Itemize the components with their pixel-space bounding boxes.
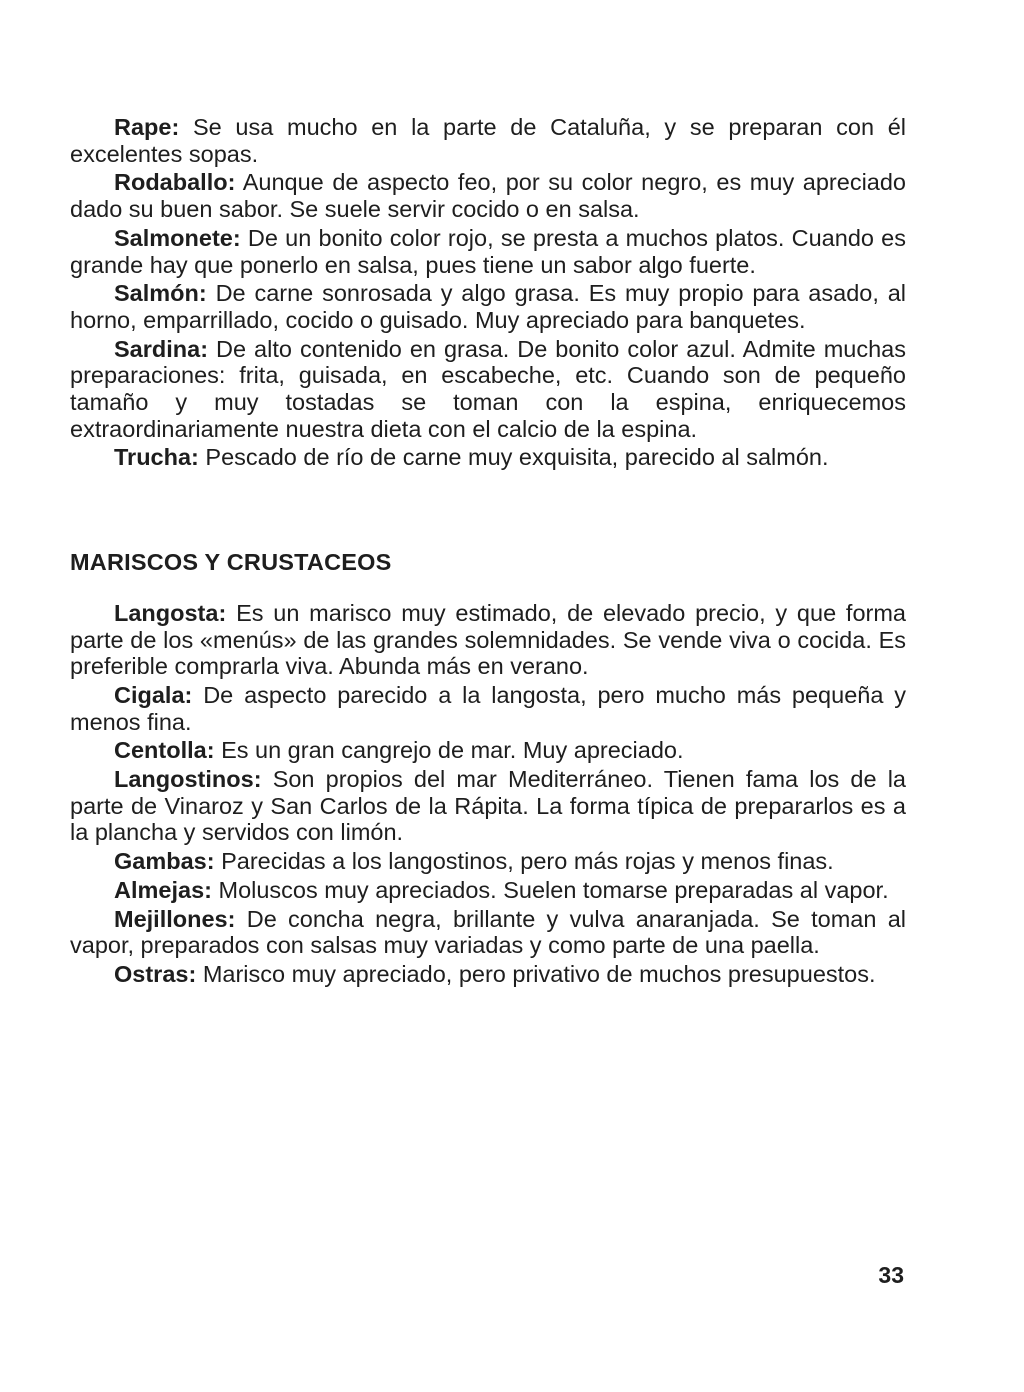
entry-trucha: [70, 444, 906, 471]
entry-term: Salmón:: [114, 280, 207, 307]
entry-term: Mejillones:: [114, 905, 236, 932]
entry-almejas: [70, 877, 906, 904]
entry-term: Salmonete:: [114, 224, 241, 251]
entry-term: Centolla:: [114, 737, 215, 764]
entry-text: De un bonito color rojo, se presta a muchos platos. Cuando es grande hay que ponerlo en salsa, pues tiene un sabor algo fuerte.: [70, 224, 906, 278]
entry-rape: [70, 114, 906, 167]
entry-text: Es un marisco muy estimado, de elevado precio, y que forma parte de los «menús» de las grandes solemnidades. Se vende viva o cocida. Es preferible comprarla viva. Abunda más en verano.: [70, 599, 906, 680]
entry-term: Langostinos:: [114, 766, 262, 793]
entry-text: Es un gran cangrejo de mar. Muy apreciado.: [221, 737, 684, 764]
entry-langosta: [70, 600, 906, 680]
entry-term: Almejas:: [114, 876, 212, 903]
entry-term: Rodaballo:: [114, 169, 236, 196]
entry-text: Pescado de río de carne muy exquisita, parecido al salmón.: [205, 444, 829, 471]
entry-langostinos: [70, 766, 906, 846]
shellfish-list: [70, 600, 906, 988]
entry-text: De concha negra, brillante y vulva anaranjada. Se toman al vapor, preparados con salsas muy variadas y como parte de una paella.: [70, 905, 906, 959]
entry-term: Cigala:: [114, 681, 193, 708]
entry-text: Marisco muy apreciado, pero privativo de muchos presupuestos.: [202, 960, 876, 987]
entry-mejillones: [70, 906, 906, 959]
entry-ostras: [70, 961, 906, 988]
entry-text: Son propios del mar Mediterráneo. Tienen fama los de la parte de Vinaroz y San Carlos de la Rápita. La forma típica de prepararlos es a la plancha y servidos con limón.: [70, 766, 907, 846]
entry-term: Ostras:: [114, 960, 197, 987]
entry-text: Se usa mucho en la parte de Cataluña, y se preparan con él excelentes sopas.: [70, 114, 906, 167]
entry-text: Aunque de aspecto feo, por su color negro, es muy apreciado dado su buen sabor. Se suele servir cocido o en salsa.: [70, 169, 906, 223]
entry-term: Sardina:: [114, 335, 209, 362]
entry-term: Rape:: [114, 114, 180, 140]
entry-centolla: [70, 737, 906, 764]
entry-text: De aspecto parecido a la langosta, pero mucho más pequeña y menos fina.: [70, 681, 906, 735]
fish-list: [70, 114, 906, 471]
entry-gambas: [70, 848, 906, 875]
entry-cigala: [70, 682, 906, 735]
section-title: MARISCOS Y CRUSTACEOS: [70, 549, 392, 576]
entry-term: Gambas:: [114, 848, 215, 875]
entry-term: Trucha:: [114, 444, 199, 471]
entry-sardina: [70, 336, 906, 443]
page-body: [70, 114, 906, 990]
page-number: 33: [878, 1262, 904, 1288]
entry-salmonete: [70, 225, 906, 278]
entry-text: De carne sonrosada y algo grasa. Es muy propio para asado, al horno, emparrillado, cocido o guisado. Muy apreciado para banquetes.: [70, 280, 906, 333]
entry-salmon: [70, 280, 906, 333]
entry-rodaballo: [70, 169, 906, 222]
entry-text: Parecidas a los langostinos, pero más rojas y menos finas.: [221, 848, 834, 875]
entry-text: Moluscos muy apreciados. Suelen tomarse preparadas al vapor.: [218, 876, 889, 903]
entry-text: De alto contenido en grasa. De bonito color azul. Admite muchas preparaciones: frita, guisada, en escabeche, etc. Cuando son de pequeño tamaño y muy tostadas se toman con la espina, enriquecemos extraordinariamente nuestra dieta con el calcio de la espina.: [70, 335, 906, 442]
entry-term: Langosta:: [114, 599, 227, 626]
